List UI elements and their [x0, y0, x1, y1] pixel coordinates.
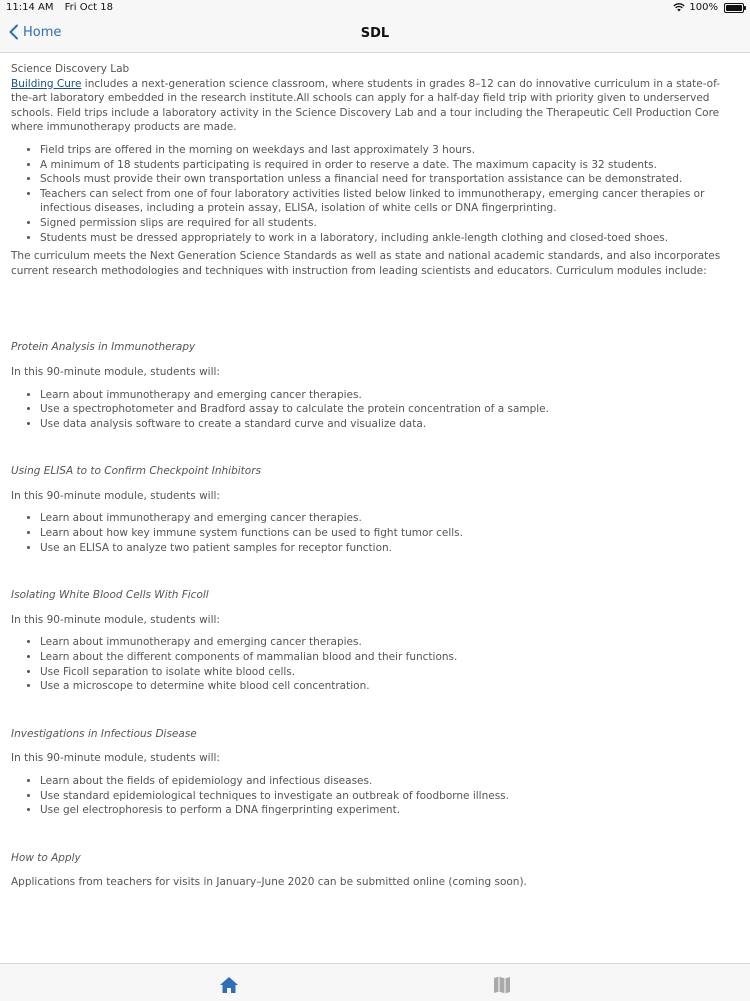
list-item: • Schools must provide their own transportation unless a financial need for transportation assistance can be demonstrated. [40, 172, 736, 187]
battery-percent: 100% [689, 2, 718, 13]
map-icon [491, 975, 513, 995]
battery-icon [724, 3, 744, 13]
status-bar [0, 0, 750, 16]
curriculum-paragraph: The curriculum meets the Next Generation Science Standards as well as state and national academic standards, and also incorporates current research methodologies and techniques with instruction from leading scientists and educators. Curriculum modules include: [11, 250, 721, 277]
module-title: Protein Analysis in Immunotherapy [11, 341, 196, 354]
intro-paragraph [11, 77, 736, 135]
list-item: • Students must be dressed appropriately to work in a laboratory, including ankle-length clothing and closed-toed shoes. [40, 231, 736, 246]
lab-title: Science Discovery Lab [11, 63, 130, 75]
intro-text: includes a next-generation science classroom, where students in grades 8–12 can do innovative curriculum in a state-of-the-art laboratory embedded in the research institute.All schools can apply for a half-day field trip with priority given to underserved schools. Field trips include a laboratory activity in the Science Discovery Lab and a tour including the Therapeutic Cell Production Core where immunotherapy products are made. [11, 77, 721, 134]
status-right [673, 2, 744, 13]
navigation-bar [0, 16, 750, 53]
list-item: • Use data analysis software to create a standard curve and visualize data. [40, 417, 736, 432]
list-item: • Signed permission slips are required for all students. [40, 216, 736, 231]
status-date: Fri Oct 18 [64, 2, 113, 13]
list-item: • Learn about immunotherapy and emerging cancer therapies. [40, 635, 736, 650]
module-list [11, 388, 736, 432]
home-icon [218, 975, 240, 995]
list-item: • A minimum of 18 students participating is required in order to reserve a date. The maximum capacity is 32 students. [40, 158, 736, 173]
tab-bar [0, 963, 750, 1001]
module-title: Using ELISA to to Confirm Checkpoint Inhibitors [11, 465, 261, 478]
list-item: • Use a microscope to determine white blood cell concentration. [40, 679, 736, 694]
list-item: • Use gel electrophoresis to perform a DNA fingerprinting experiment. [40, 803, 736, 818]
module-title: Investigations in Infectious Disease [11, 727, 197, 740]
list-item: • Learn about the different components of mammalian blood and their functions. [40, 650, 736, 665]
module-title: Isolating White Blood Cells With Ficoll [11, 589, 209, 602]
page-title: SDL [360, 26, 390, 41]
module-list [11, 511, 736, 555]
list-item: • Use Ficoll separation to isolate white blood cells. [40, 665, 736, 680]
building-cure-link[interactable]: Building Cure [11, 77, 82, 90]
list-item: • Learn about the fields of epidemiology and infectious diseases. [40, 774, 736, 789]
list-item: • Field trips are offered in the morning on weekdays and last approximately 3 hours. [40, 143, 736, 158]
apply-title: How to Apply [11, 851, 81, 864]
list-item: • Use standard epidemiological techniques to investigate an outbreak of foodborne illness. [40, 789, 736, 804]
list-item: • Use a spectrophotometer and Bradford assay to calculate the protein concentration of a sample. [40, 402, 736, 417]
tab-map[interactable] [491, 975, 513, 995]
module-list [11, 774, 736, 818]
module-intro: In this 90-minute module, students will: [11, 489, 220, 502]
list-item: • Learn about immunotherapy and emerging cancer therapies. [40, 388, 736, 403]
back-label: Home [23, 24, 62, 40]
list-item: • Learn about immunotherapy and emerging cancer therapies. [40, 511, 736, 526]
tab-home[interactable] [218, 975, 240, 995]
list-item: • Teachers can select from one of four laboratory activities listed below linked to immunotherapy, emerging cancer therapies or infectious diseases, including a protein assay, ELISA, isolation of white cells or DNA fingerprinting. [40, 187, 736, 216]
module-intro: In this 90-minute module, students will: [11, 752, 220, 765]
apply-text: Applications from teachers for visits in January–June 2020 can be submitted online (coming soon). [11, 876, 527, 889]
module-intro: In this 90-minute module, students will: [11, 365, 220, 378]
list-item: • Learn about how key immune system functions can be used to fight tumor cells. [40, 526, 736, 541]
module-list [11, 635, 736, 693]
status-left [6, 2, 113, 13]
status-time: 11:14 AM [6, 2, 54, 13]
rules-list [11, 143, 736, 245]
list-item: • Use an ELISA to analyze two patient samples for receptor function. [40, 541, 736, 556]
wifi-icon [673, 3, 685, 12]
module-intro: In this 90-minute module, students will: [11, 613, 220, 626]
content-area[interactable] [11, 62, 736, 890]
